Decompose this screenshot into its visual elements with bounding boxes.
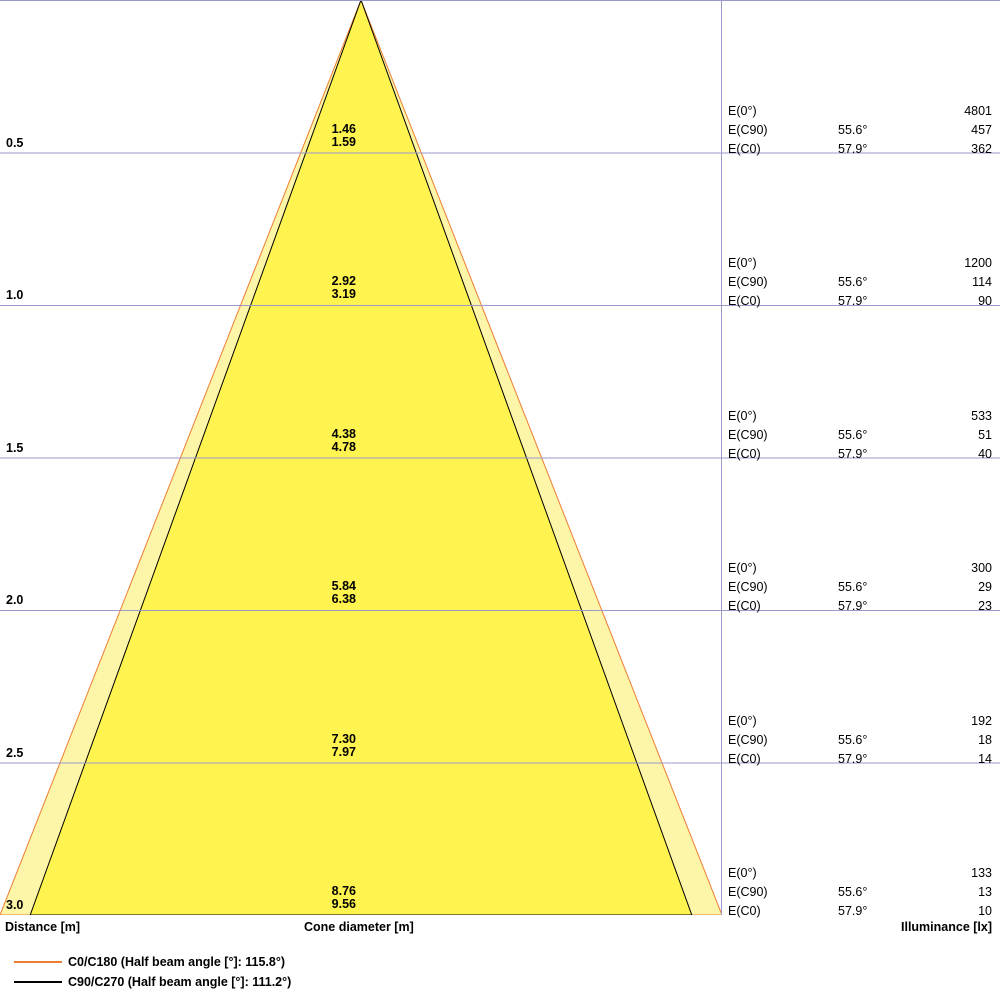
illuminance-angle: 57.9° [838,446,868,461]
legend-item [0,972,1000,992]
illuminance-label: E(0°) [728,561,757,575]
cone-diameter-label-c0: 9.56 [331,897,356,911]
illuminance-value: 533 [971,408,992,423]
cone-diameter-label-c0: 1.59 [331,134,356,149]
illuminance-value: 133 [971,866,992,880]
cone-diameter-label-c0: 7.97 [331,744,356,759]
illuminance-angle: 55.6° [838,885,868,899]
illuminance-angle: 57.9° [838,904,868,918]
illuminance-label: E(C0) [728,751,761,766]
illuminance-angle: 57.9° [838,141,868,156]
chart-legend [0,952,1000,992]
legend-line-swatch [14,961,62,963]
legend-item [0,952,1000,972]
illuminance-value: 457 [971,122,992,137]
cone-diameter-label-c90: 5.84 [331,579,356,593]
illuminance-angle: 55.6° [838,275,868,289]
illuminance-label: E(0°) [728,866,757,880]
cone-diameter-label-c0: 4.78 [331,439,356,454]
illuminance-value: 1200 [964,256,992,270]
illuminance-value: 300 [971,561,992,575]
illuminance-label: E(C90) [728,122,768,137]
legend-line-swatch [14,981,62,983]
distance-label: 3.0 [6,898,24,912]
illuminance-value: 14 [978,751,992,766]
illuminance-value: 29 [978,580,992,594]
legend-label: C90/C270 (Half beam angle [°]: 111.2°) [68,975,292,989]
illuminance-angle: 57.9° [838,599,868,613]
illuminance-value: 362 [971,141,992,156]
illuminance-angle: 57.9° [838,751,868,766]
legend-label: C0/C180 (Half beam angle [°]: 115.8°) [68,955,286,969]
illuminance-value: 4801 [964,103,992,118]
illuminance-label: E(C0) [728,599,761,613]
illuminance-value: 114 [972,275,992,289]
illuminance-angle: 55.6° [838,580,868,594]
illuminance-value: 18 [978,732,992,747]
illuminance-label: E(C0) [728,446,761,461]
illuminance-angle: 57.9° [838,294,868,308]
illuminance-label: E(C90) [728,427,768,442]
illuminance-angle: 55.6° [838,427,868,442]
illuminance-label: E(0°) [728,103,757,118]
illuminance-label: E(0°) [728,256,757,270]
illuminance-value: 13 [978,885,992,899]
illuminance-value: 10 [978,904,992,918]
distance-label: 2.0 [6,593,24,607]
illuminance-value: 90 [978,294,992,308]
illuminance-label: E(C90) [728,275,768,289]
illuminance-angle: 55.6° [838,732,868,747]
distance-label: 1.5 [6,440,24,455]
illuminance-label: E(C90) [728,732,768,747]
cone-diameter-label-c90: 4.38 [331,426,356,441]
illuminance-label: E(C0) [728,294,761,308]
distance-label: 2.5 [6,745,24,760]
cone-diameter-label-c0: 3.19 [331,287,356,301]
distance-label: 0.5 [6,135,24,150]
cone-diameter-label-c90: 8.76 [331,884,356,898]
illuminance-label: E(C0) [728,904,761,918]
illuminance-value: 192 [971,713,992,728]
illuminance-label: E(C90) [728,885,768,899]
illuminance-label: E(0°) [728,408,757,423]
cone-diameter-label-c0: 6.38 [331,592,356,606]
axis-caption-illuminance: Illuminance [lx] [901,920,992,934]
illuminance-value: 23 [978,599,992,613]
cone-diameter-label-c90: 7.30 [331,731,356,746]
axis-caption-distance: Distance [m] [5,920,81,934]
illuminance-label: E(0°) [728,713,757,728]
illuminance-label: E(C90) [728,580,768,594]
illuminance-value: 51 [978,427,992,442]
illuminance-angle: 55.6° [838,122,868,137]
illuminance-label: E(C0) [728,141,761,156]
illuminance-value: 40 [978,446,992,461]
distance-label: 1.0 [6,288,24,302]
axis-caption-cone-diameter: Cone diameter [m] [304,920,414,934]
cone-diameter-label-c90: 1.46 [331,121,356,136]
cone-diameter-label-c90: 2.92 [331,274,356,288]
